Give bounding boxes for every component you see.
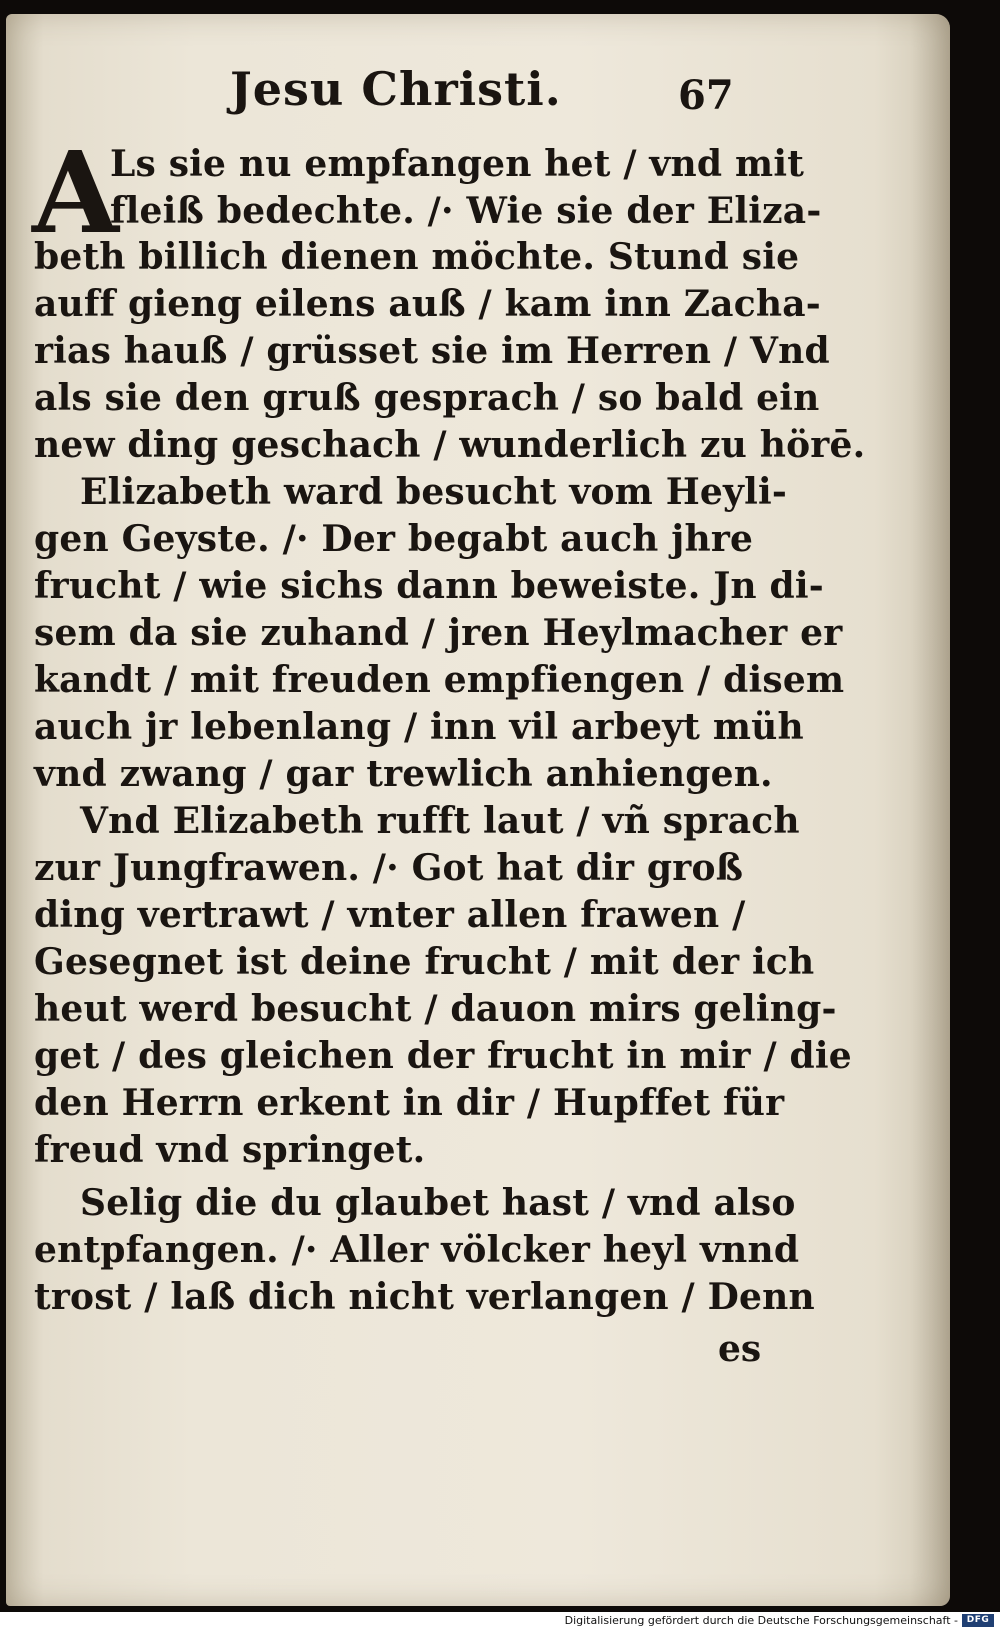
text-line: vnd zwang / gar trewlich anhiengen. — [34, 753, 773, 795]
folio-number: 67 — [678, 72, 734, 119]
drop-cap: A — [32, 128, 119, 259]
catchword: es — [718, 1328, 762, 1370]
text-line: Vnd Elizabeth rufft laut / vñ sprach — [80, 800, 800, 842]
text-line: entpfangen. /· Aller völcker heyl vnnd — [34, 1229, 800, 1271]
text-line: get / des gleichen der frucht in mir / die — [34, 1035, 852, 1077]
text-line: fleiß bedechte. /· Wie sie der Eliza- — [110, 190, 822, 232]
text-line: ding vertrawt / vnter allen frawen / — [34, 894, 746, 936]
funding-credit: Digitalisierung gefördert durch die Deutsche Forschungsgemeinschaft - — [564, 1614, 958, 1627]
text-line: auff gieng eilens auß / kam inn Zacha- — [34, 283, 821, 325]
text-line: trost / laß dich nicht verlangen / Denn — [34, 1276, 815, 1318]
text-line: Elizabeth ward besucht vom Heyli- — [80, 471, 788, 513]
text-line: kandt / mit freuden empfiengen / disem — [34, 659, 845, 701]
text-line: Ls sie nu empfangen het / vnd mit — [110, 143, 805, 185]
dfg-logo: DFG — [962, 1614, 994, 1627]
text-line: Selig die du glaubet hast / vnd also — [80, 1182, 796, 1224]
text-line: beth billich dienen möchte. Stund sie — [34, 236, 800, 278]
text-line: frucht / wie sichs dann beweiste. Jn di- — [34, 565, 824, 607]
text-line: heut werd besucht / dauon mirs geling- — [34, 988, 837, 1030]
text-line: als sie den gruß gesprach / so bald ein — [34, 377, 820, 419]
text-line: rias hauß / grüsset sie im Herren / Vnd — [34, 330, 830, 372]
text-line: auch jr lebenlang / inn vil arbeyt müh — [34, 706, 804, 748]
text-line: sem da sie zuhand / jren Heylmacher er — [34, 612, 843, 654]
text-line: gen Geyste. /· Der begabt auch jhre — [34, 518, 754, 560]
text-line: new ding geschach / wunderlich zu hörē. — [34, 424, 866, 466]
text-line: freud vnd springet. — [34, 1129, 426, 1171]
text-line: zur Jungfrawen. /· Got hat dir groß — [34, 847, 744, 889]
text-line: Gesegnet ist deine frucht / mit der ich — [34, 941, 815, 983]
running-head: Jesu Christi. — [230, 62, 562, 116]
text-line: den Herrn erkent in dir / Hupffet für — [34, 1082, 785, 1124]
